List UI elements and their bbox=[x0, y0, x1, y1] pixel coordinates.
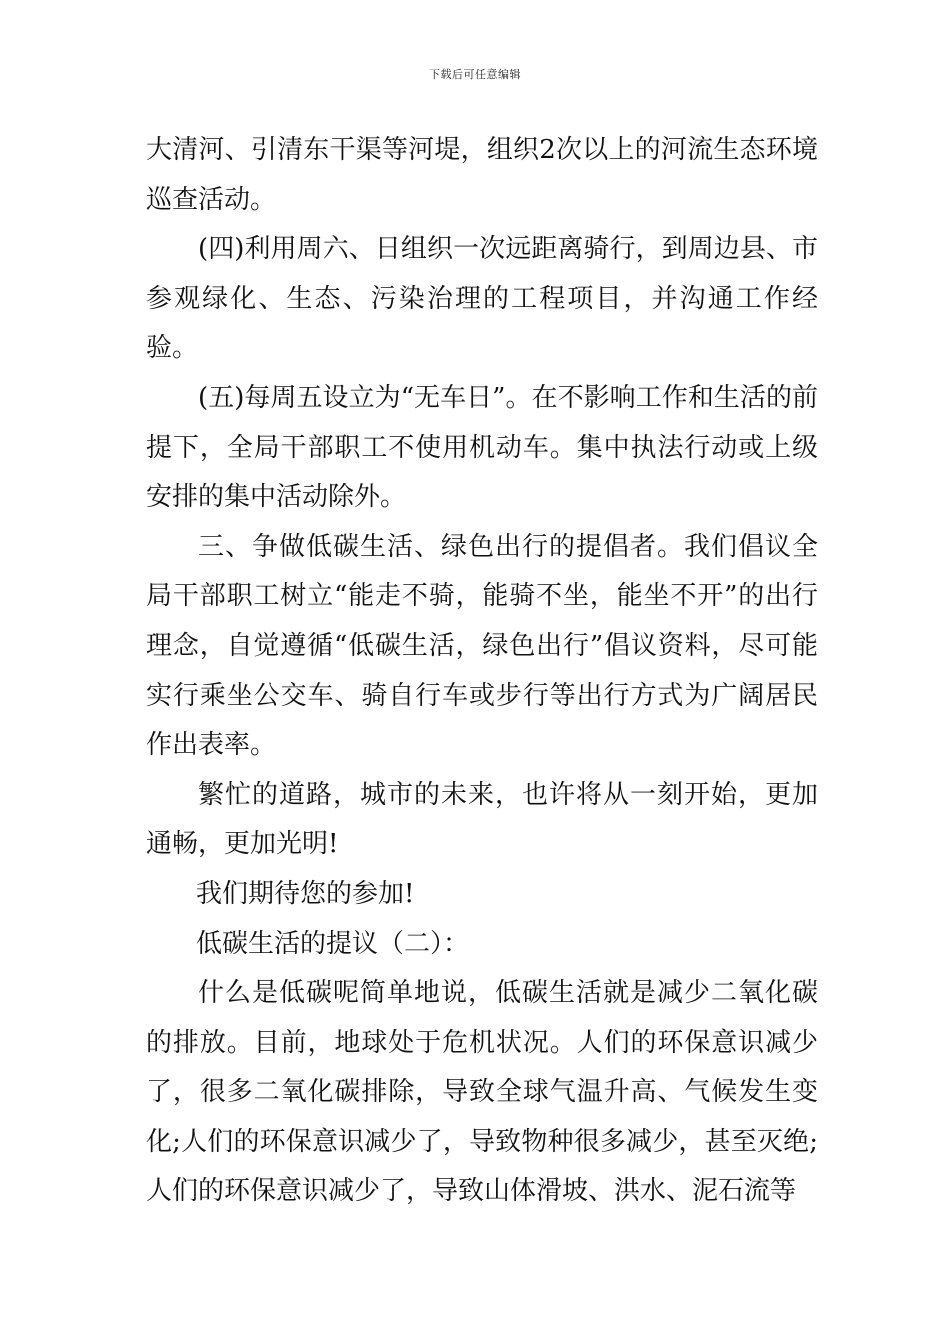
document-body bbox=[146, 126, 818, 1217]
paragraph-low-carbon-advocate: 三、争做低碳生活、绿色出行的提倡者。我们倡议全局干部职工树立“能走不骑，能骑不坐，能坐不开”的出行理念，自觉遵循“低碳生活，绿色出行”倡议资料，尽可能实行乘坐公交车、骑自行车或步行等出行方式为广阔居民作出表率。 bbox=[146, 531, 818, 761]
paragraph-look-forward: 我们期待您的参加! bbox=[196, 878, 415, 909]
paragraph-busy-roads: 繁忙的道路，城市的未来，也许将从一刻开始，更加通畅，更加光明! bbox=[146, 779, 818, 860]
section-heading-proposal-two: 低碳生活的提议（二）： bbox=[196, 928, 470, 959]
paragraph-weekend-cycling: (四)利用周六、日组织一次远距离骑行，到周边县、市参观绿化、生态、污染治理的工程项目，并沟通工作经验。 bbox=[146, 234, 818, 364]
paragraph-car-free-day: (五)每周五设立为“无车日”。在不影响工作和生活的前提下，全局干部职工不使用机动车。集中执法行动或上级安排的集中活动除外。 bbox=[146, 382, 818, 513]
paragraph-what-is-low-carbon: 什么是低碳呢简单地说，低碳生活就是减少二氧化碳的排放。目前，地球处于危机状况。人们的环保意识减少了，很多二氧化碳排除，导致全球气温升高、气候发生变化;人们的环保意识减少了，导致物种很多减少，甚至灭绝;人们的环保意识减少了，导致山体滑坡、洪水、泥石流等 bbox=[146, 978, 818, 1207]
paragraph-river-patrol: 大清河、引清东干渠等河堤，组织2次以上的河流生态环境巡查活动。 bbox=[146, 135, 818, 215]
page-header: 下载后可任意编辑 bbox=[429, 68, 521, 81]
